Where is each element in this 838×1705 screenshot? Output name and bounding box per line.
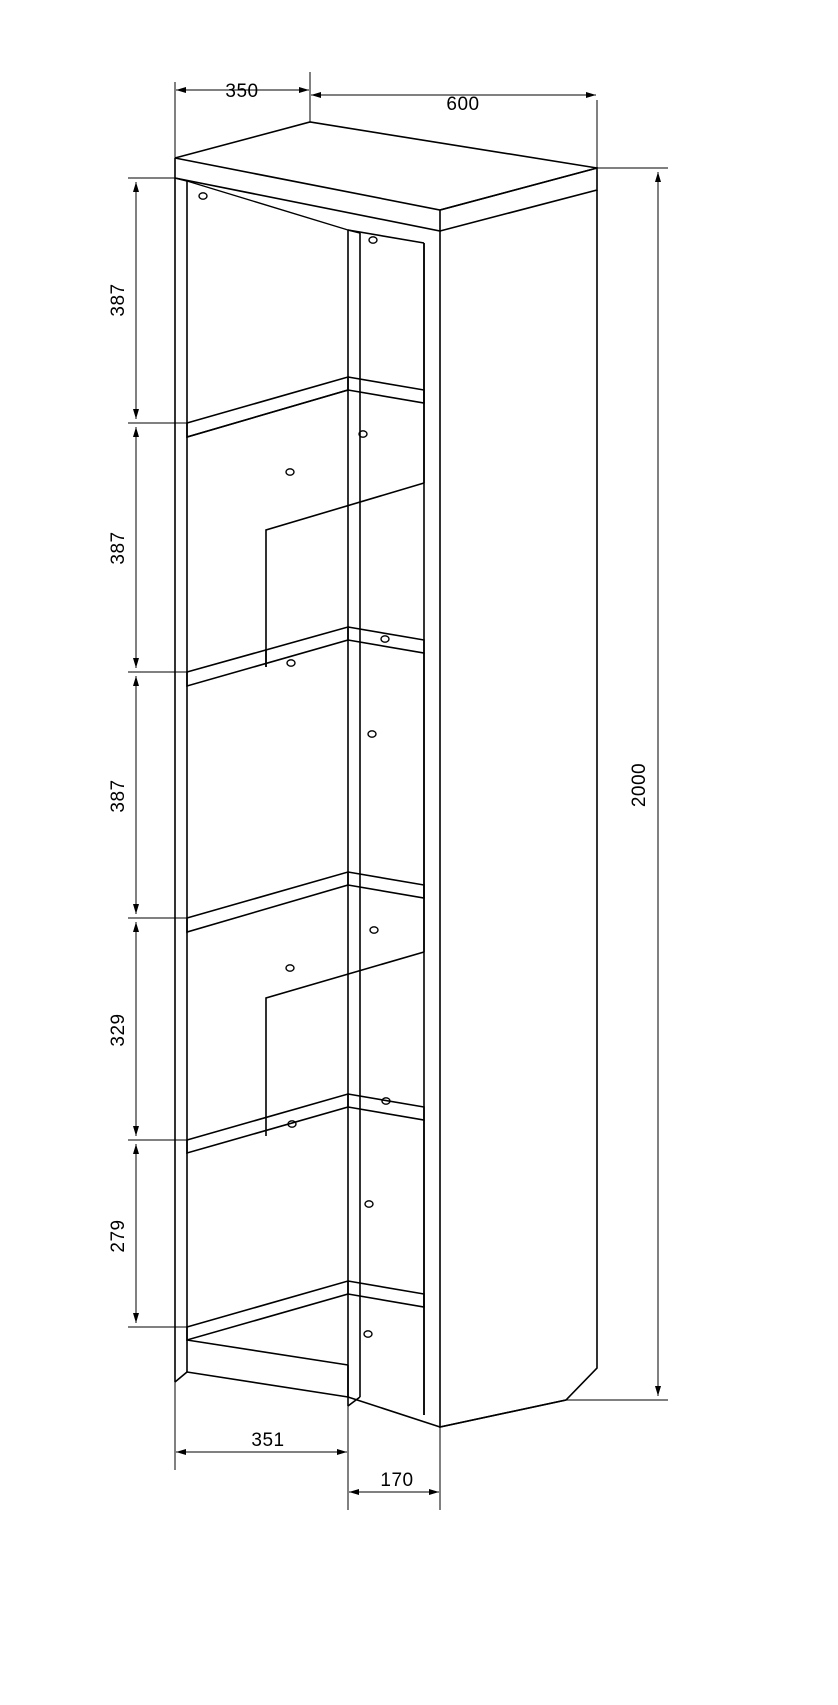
base-plinth — [187, 1340, 440, 1427]
left-side-panel — [175, 178, 187, 1382]
screw-holes — [199, 193, 390, 1337]
dim-label-shelf-2: 387 — [108, 531, 129, 565]
dim-label-top-depth: 350 — [225, 81, 259, 102]
top-panel — [175, 122, 597, 231]
dim-label-shelf-1: 387 — [108, 283, 129, 317]
dim-label-shelf-4: 329 — [108, 1013, 129, 1047]
dim-label-top-width: 600 — [446, 94, 480, 115]
dim-label-bottom-width: 351 — [251, 1430, 285, 1451]
shelf-2 — [187, 627, 424, 686]
shelf-1 — [187, 377, 424, 437]
dim-label-shelf-5: 279 — [108, 1219, 129, 1253]
shelf-4-inner-back — [266, 939, 424, 1136]
bottom-panel — [187, 1281, 424, 1340]
right-side-panel — [440, 190, 597, 1427]
dim-label-overall-height: 2000 — [629, 762, 650, 808]
dimension-lines — [128, 72, 668, 1510]
dim-label-shelf-3: 387 — [108, 779, 129, 813]
shelf-2-top-cross — [266, 470, 424, 667]
dim-label-bottom-right: 170 — [380, 1470, 414, 1491]
shelf-3 — [187, 872, 424, 932]
dimension-arrowheads — [133, 87, 661, 1495]
cabinet-geometry — [175, 122, 597, 1427]
shelf-4 — [187, 1094, 424, 1153]
center-divider — [348, 230, 360, 1406]
top-inner-edge — [187, 181, 424, 243]
